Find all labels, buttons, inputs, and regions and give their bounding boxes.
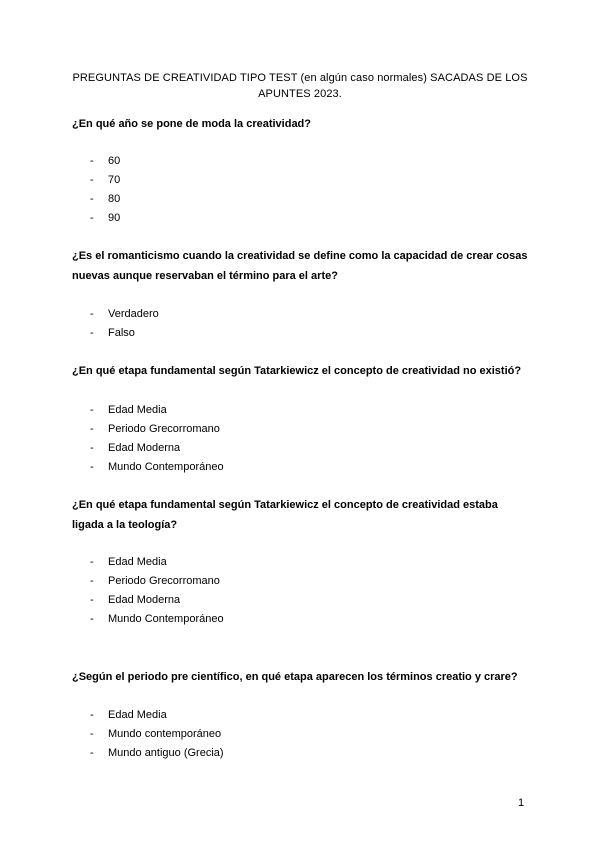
- bullet-dash: -: [90, 613, 94, 625]
- option-item: [90, 706, 224, 725]
- bullet-dash: -: [90, 556, 94, 568]
- option-item: [90, 209, 120, 228]
- option-label: Mundo Contemporáneo: [108, 613, 224, 625]
- bullet-dash: -: [90, 308, 94, 320]
- bullet-dash: -: [90, 327, 94, 339]
- option-item: [90, 324, 159, 343]
- option-label: Periodo Grecorromano: [108, 423, 220, 435]
- option-label: Periodo Grecorromano: [108, 575, 220, 587]
- question-1: ¿En qué año se pone de moda la creatividad?: [72, 118, 311, 130]
- option-label: Verdadero: [108, 308, 159, 320]
- bullet-dash: -: [90, 404, 94, 416]
- option-label: Edad Moderna: [108, 442, 181, 454]
- option-item: [90, 725, 224, 744]
- question-3-options: [90, 401, 224, 477]
- bullet-dash: -: [90, 728, 94, 740]
- option-label: 80: [108, 193, 121, 205]
- option-label: 90: [108, 212, 121, 224]
- option-item: [90, 439, 224, 458]
- option-label: 60: [108, 155, 121, 167]
- option-item: [90, 572, 224, 591]
- question-1-options: [90, 152, 120, 228]
- question-2: ¿Es el romanticismo cuando la creatividad se define como la capacidad de crear cosas nuevas aunque reservaban el término para el arte?: [72, 250, 528, 282]
- bullet-dash: -: [90, 575, 94, 587]
- bullet-dash: -: [90, 709, 94, 721]
- question-4: ¿En qué etapa fundamental según Tatarkiewicz el concepto de creatividad estaba ligada a la teología?: [72, 499, 498, 531]
- option-item: [90, 401, 224, 420]
- question-3: ¿En qué etapa fundamental según Tatarkiewicz el concepto de creatividad no existió?: [72, 365, 522, 377]
- option-label: Mundo contemporáneo: [108, 728, 222, 740]
- option-label: Edad Moderna: [108, 594, 181, 606]
- option-item: [90, 744, 224, 763]
- option-item: [90, 591, 224, 610]
- option-label: Falso: [108, 327, 135, 339]
- option-label: Edad Media: [108, 556, 167, 568]
- option-item: [90, 553, 224, 572]
- question-5-options: [90, 706, 224, 763]
- bullet-dash: -: [90, 174, 94, 186]
- option-item: [90, 420, 224, 439]
- option-item: [90, 305, 159, 324]
- page-number: 1: [518, 797, 525, 809]
- question-5: ¿Según el periodo pre científico, en qué etapa aparecen los términos creatio y crare?: [72, 671, 518, 683]
- option-label: Edad Media: [108, 404, 167, 416]
- bullet-dash: -: [90, 442, 94, 454]
- bullet-dash: -: [90, 423, 94, 435]
- option-label: Edad Media: [108, 709, 167, 721]
- option-label: Mundo antiguo (Grecia): [108, 747, 224, 759]
- question-4-options: [90, 553, 224, 629]
- option-label: 70: [108, 174, 121, 186]
- question-2-options: [90, 305, 159, 343]
- option-item: [90, 610, 224, 629]
- option-item: [90, 458, 224, 477]
- bullet-dash: -: [90, 594, 94, 606]
- document-title: PREGUNTAS DE CREATIVIDAD TIPO TEST (en algún caso normales) SACADAS DE LOS APUNTES 2023.: [72, 72, 528, 100]
- option-item: [90, 152, 120, 171]
- option-item: [90, 171, 120, 190]
- bullet-dash: -: [90, 747, 94, 759]
- bullet-dash: -: [90, 155, 94, 167]
- option-label: Mundo Contemporáneo: [108, 461, 224, 473]
- bullet-dash: -: [90, 212, 94, 224]
- bullet-dash: -: [90, 461, 94, 473]
- option-item: [90, 190, 120, 209]
- bullet-dash: -: [90, 193, 94, 205]
